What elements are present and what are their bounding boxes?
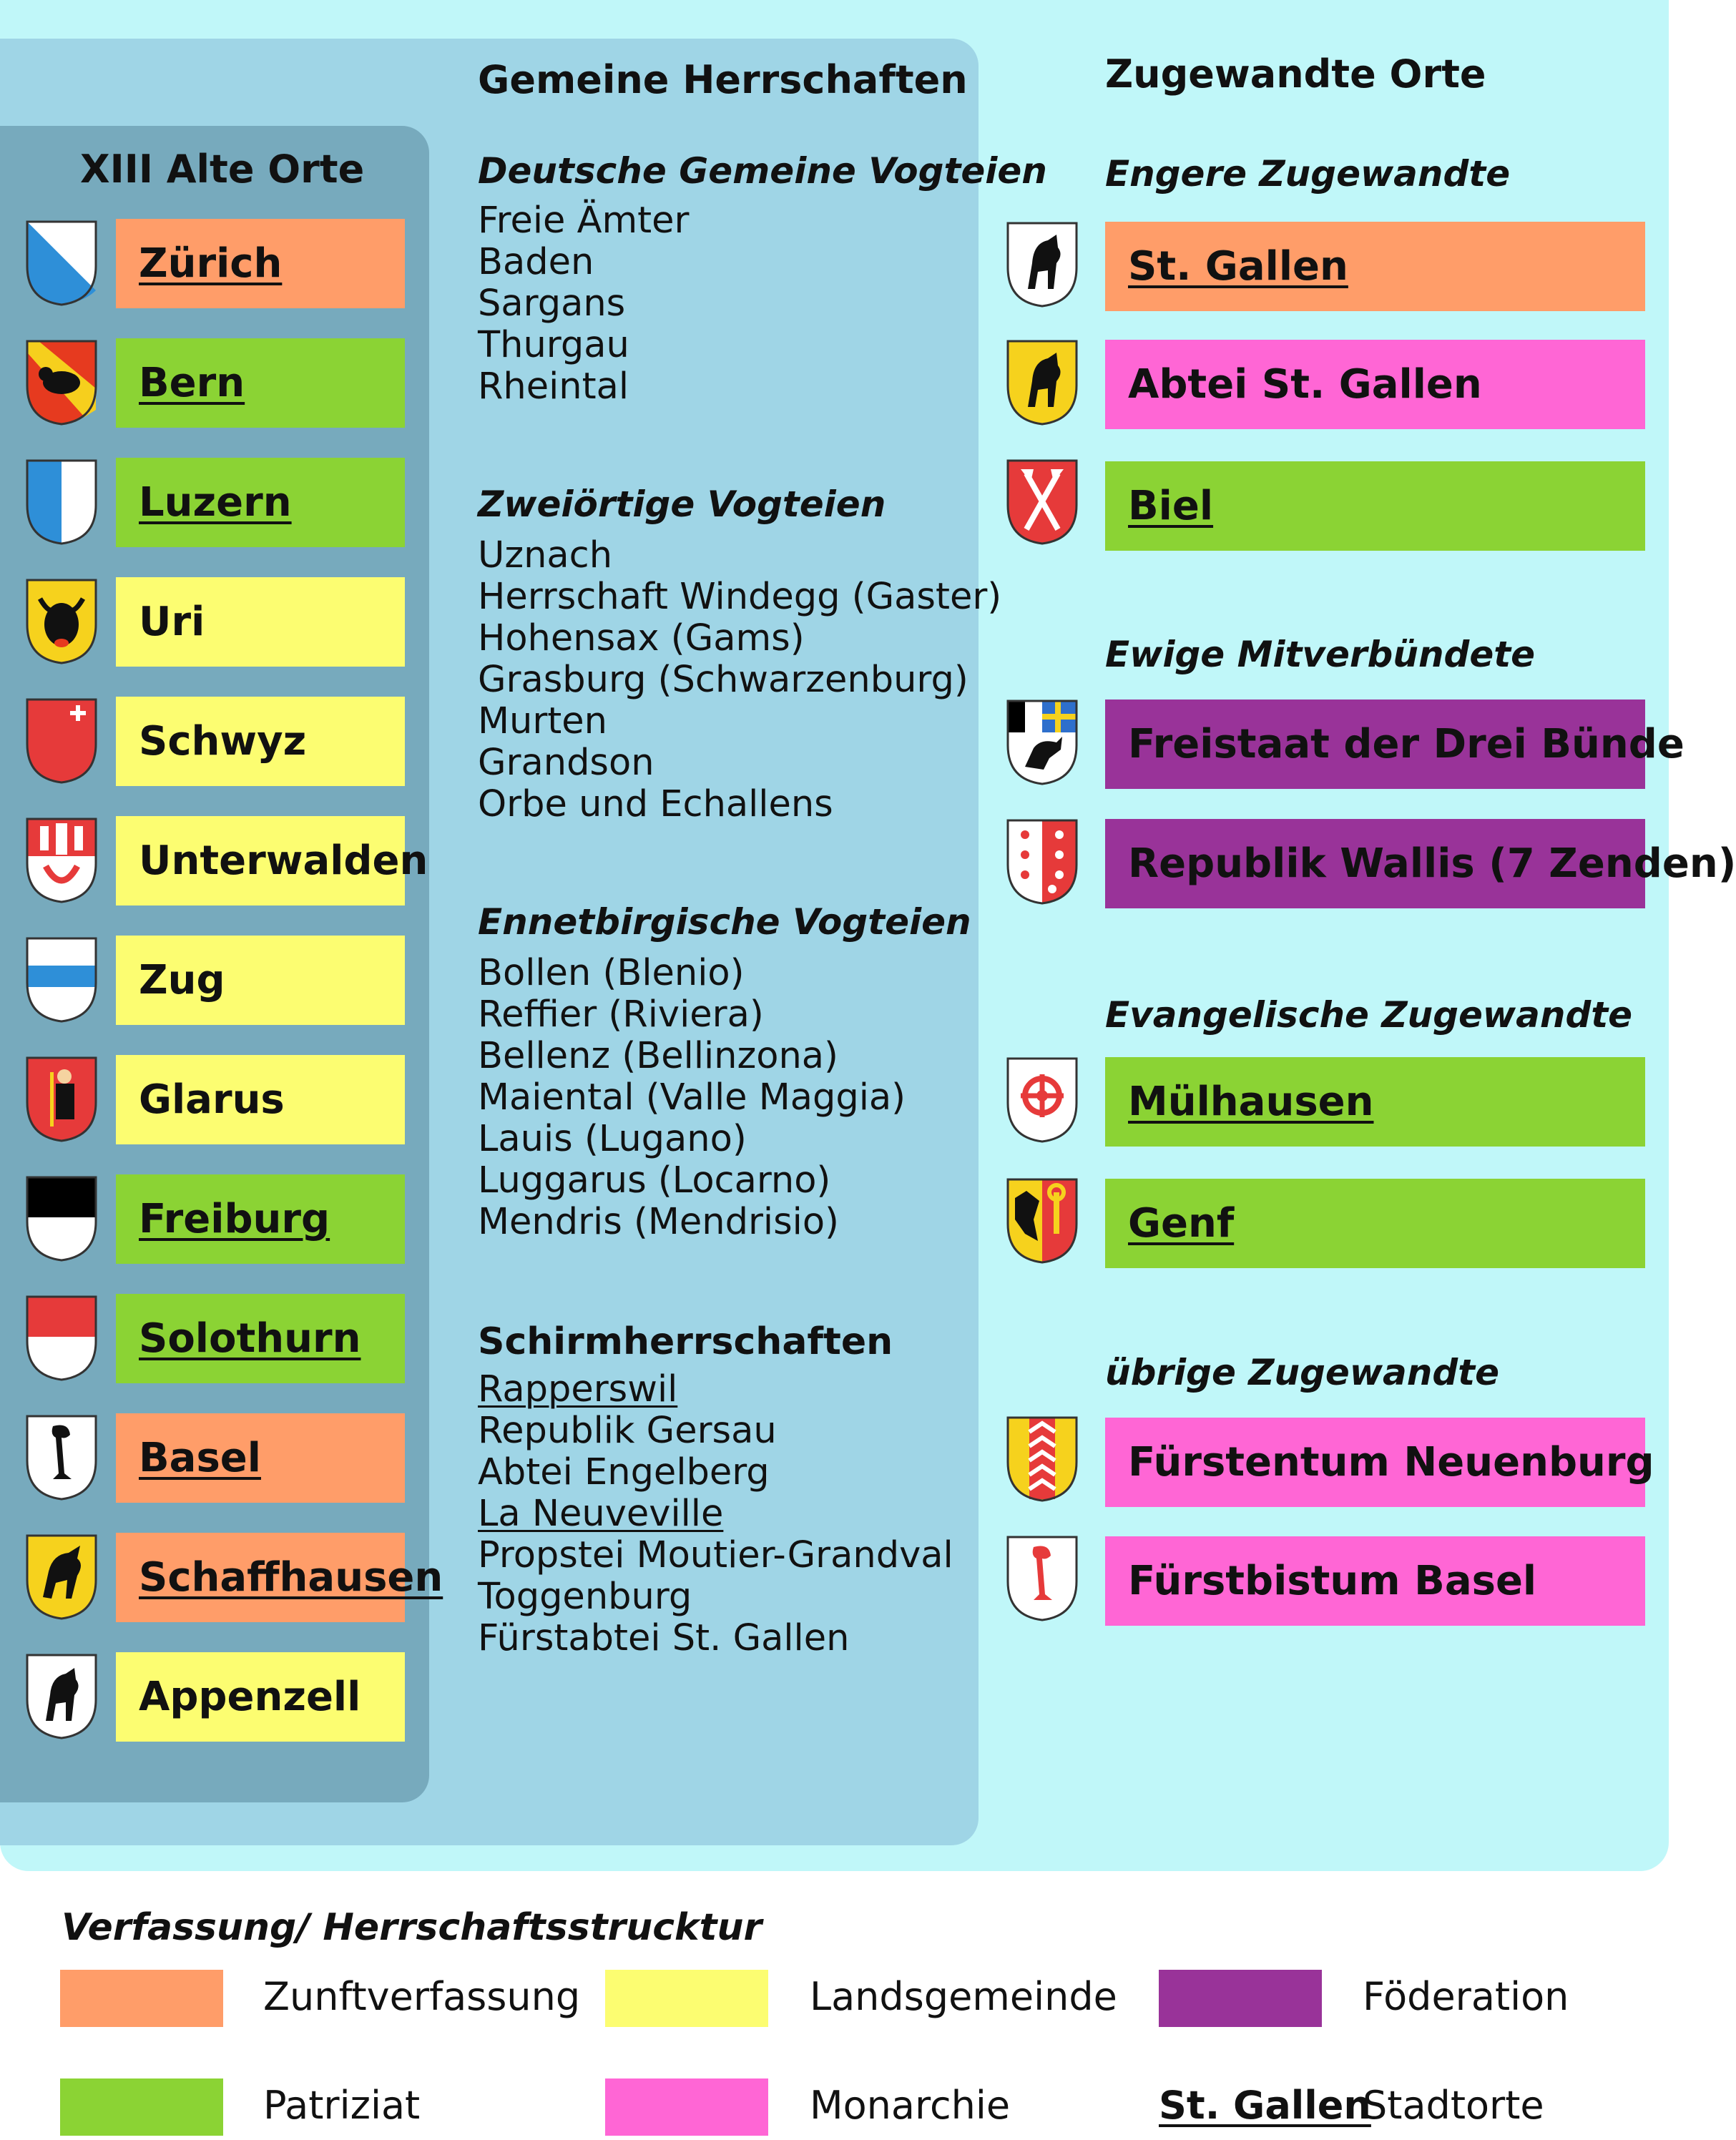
zug-coat-of-arms-icon	[24, 936, 99, 1024]
list-item: Grandson	[478, 742, 654, 784]
group-title-uebrige-zugewandte: übrige Zugewandte	[1105, 1352, 1499, 1393]
ort-box-schaffhausen: Schaffhausen	[116, 1533, 405, 1622]
list-zweioertige-vogteien	[478, 535, 1001, 825]
legend-label-zunftverfassung: Zunftverfassung	[263, 1974, 581, 2019]
st-gallen-coat-of-arms-icon	[1005, 220, 1079, 309]
unterwalden-coat-of-arms-icon	[24, 816, 99, 905]
list-item: Orbe und Echallens	[478, 783, 833, 825]
legend-label-stadtorte: Stadtorte	[1363, 2083, 1544, 2128]
muelhausen-coat-of-arms-icon	[1005, 1056, 1079, 1144]
group-title-zweioertige-vogteien: Zweiörtige Vogteien	[478, 484, 886, 525]
group-title-engere-zugewandte: Engere Zugewandte	[1105, 153, 1511, 195]
legend-swatch-monarchie	[605, 2078, 768, 2136]
legend-swatch-landsgemeinde	[605, 1970, 768, 2027]
ort-box-appenzell: Appenzell	[116, 1652, 405, 1742]
list-item: Lauis (Lugano)	[478, 1118, 747, 1160]
ort-box-glarus: Glarus	[116, 1055, 405, 1144]
ort-box-uri: Uri	[116, 577, 405, 667]
legend-label-monarchie: Monarchie	[810, 2083, 1011, 2128]
list-item: Thurgau	[478, 324, 629, 366]
freiburg-coat-of-arms-icon	[24, 1174, 99, 1263]
ort-box-muelhausen: Mülhausen	[1105, 1057, 1645, 1147]
ort-box-abtei-st-gallen: Abtei St. Gallen	[1105, 340, 1645, 429]
ort-box-st-gallen: St. Gallen	[1105, 222, 1645, 311]
list-item: Rheintal	[478, 365, 629, 408]
list-item: Bellenz (Bellinzona)	[478, 1035, 838, 1077]
fuerstbistum-basel-coat-of-arms-icon	[1005, 1534, 1079, 1623]
legend-title: Verfassung/ Herrschaftsstrucktur	[62, 1906, 762, 1949]
list-item: Uznach	[478, 534, 613, 576]
legend-label-foederation: Föderation	[1363, 1974, 1569, 2019]
list-item: Toggenburg	[478, 1576, 692, 1618]
ort-box-unterwalden: Unterwalden	[116, 816, 405, 905]
bern-coat-of-arms-icon	[24, 338, 99, 427]
list-item: Mendris (Mendrisio)	[478, 1201, 839, 1243]
group-title-deutsche-vogteien: Deutsche Gemeine Vogteien	[478, 150, 1047, 192]
ort-box-luzern: Luzern	[116, 458, 405, 547]
list-item: La Neuveville	[478, 1493, 724, 1535]
schwyz-coat-of-arms-icon	[24, 697, 99, 785]
list-item: Freie Ämter	[478, 200, 690, 242]
uri-coat-of-arms-icon	[24, 577, 99, 666]
schaffhausen-coat-of-arms-icon	[24, 1533, 99, 1621]
list-item: Republik Gersau	[478, 1410, 777, 1452]
ort-box-bern: Bern	[116, 338, 405, 428]
list-item: Grasburg (Schwarzenburg)	[478, 659, 968, 701]
list-item: Abtei Engelberg	[478, 1451, 770, 1493]
ort-box-solothurn: Solothurn	[116, 1294, 405, 1383]
luzern-coat-of-arms-icon	[24, 458, 99, 546]
biel-coat-of-arms-icon	[1005, 458, 1079, 546]
appenzell-coat-of-arms-icon	[24, 1652, 99, 1741]
group-title-evangelische-zugewandte: Evangelische Zugewandte	[1105, 994, 1633, 1036]
ort-box-fuerstbistum-basel: Fürstbistum Basel	[1105, 1536, 1645, 1626]
zurich-coat-of-arms-icon	[24, 219, 99, 308]
neuenburg-coat-of-arms-icon	[1005, 1415, 1079, 1503]
list-item: Propstei Moutier-Grandval	[478, 1534, 953, 1576]
ort-box-neuenburg: Fürstentum Neuenburg	[1105, 1418, 1645, 1507]
ort-box-basel: Basel	[116, 1413, 405, 1503]
ort-box-genf: Genf	[1105, 1179, 1645, 1268]
legend-swatch-zunftverfassung	[60, 1970, 223, 2027]
list-item: Hohensax (Gams)	[478, 617, 805, 659]
list-ennetbirgische-vogteien	[478, 953, 906, 1243]
ort-box-wallis: Republik Wallis (7 Zenden)	[1105, 819, 1645, 908]
list-item: Baden	[478, 241, 594, 283]
zugewandte-orte-title: Zugewandte Orte	[1105, 51, 1486, 97]
list-schirmherrschaften	[478, 1369, 953, 1659]
ort-box-freiburg: Freiburg	[116, 1174, 405, 1264]
list-deutsche-vogteien	[478, 200, 690, 408]
group-title-ewige-mitverbuendete: Ewige Mitverbündete	[1105, 634, 1536, 675]
solothurn-coat-of-arms-icon	[24, 1294, 99, 1383]
group-title-ennetbirgische-vogteien: Ennetbirgische Vogteien	[478, 901, 971, 943]
list-item: Murten	[478, 700, 607, 742]
ort-box-biel: Biel	[1105, 461, 1645, 551]
list-item: Fürstabtei St. Gallen	[478, 1617, 850, 1659]
legend-label-landsgemeinde: Landsgemeinde	[810, 1974, 1117, 2019]
ort-box-schwyz: Schwyz	[116, 697, 405, 786]
abtei-st-gallen-coat-of-arms-icon	[1005, 338, 1079, 427]
list-item: Herrschaft Windegg (Gaster)	[478, 576, 1002, 618]
genf-coat-of-arms-icon	[1005, 1177, 1079, 1265]
ort-box-zug: Zug	[116, 936, 405, 1025]
ort-box-zuerich: Zürich	[116, 219, 405, 308]
list-item: Luggarus (Locarno)	[478, 1159, 831, 1202]
alte-orte-title: XIII Alte Orte	[80, 147, 365, 192]
legend-city-example: St. Gallen	[1159, 2083, 1371, 2128]
list-item: Maiental (Valle Maggia)	[478, 1076, 906, 1119]
legend-label-patriziat: Patriziat	[263, 2083, 421, 2128]
wallis-coat-of-arms-icon	[1005, 818, 1079, 906]
gemeine-herrschaften-title: Gemeine Herrschaften	[478, 57, 968, 102]
legend-swatch-patriziat	[60, 2078, 223, 2136]
legend-swatch-foederation	[1159, 1970, 1322, 2027]
basel-coat-of-arms-icon	[24, 1413, 99, 1502]
list-item: Bollen (Blenio)	[478, 952, 745, 994]
list-item: Rapperswil	[478, 1368, 678, 1410]
group-title-schirmherrschaften: Schirmherrschaften	[478, 1320, 893, 1363]
glarus-coat-of-arms-icon	[24, 1055, 99, 1144]
list-item: Reffier (Riviera)	[478, 993, 764, 1036]
list-item: Sargans	[478, 283, 626, 325]
drei-buende-coat-of-arms-icon	[1005, 698, 1079, 787]
ort-box-drei-buende: Freistaat der Drei Bünde	[1105, 700, 1645, 789]
